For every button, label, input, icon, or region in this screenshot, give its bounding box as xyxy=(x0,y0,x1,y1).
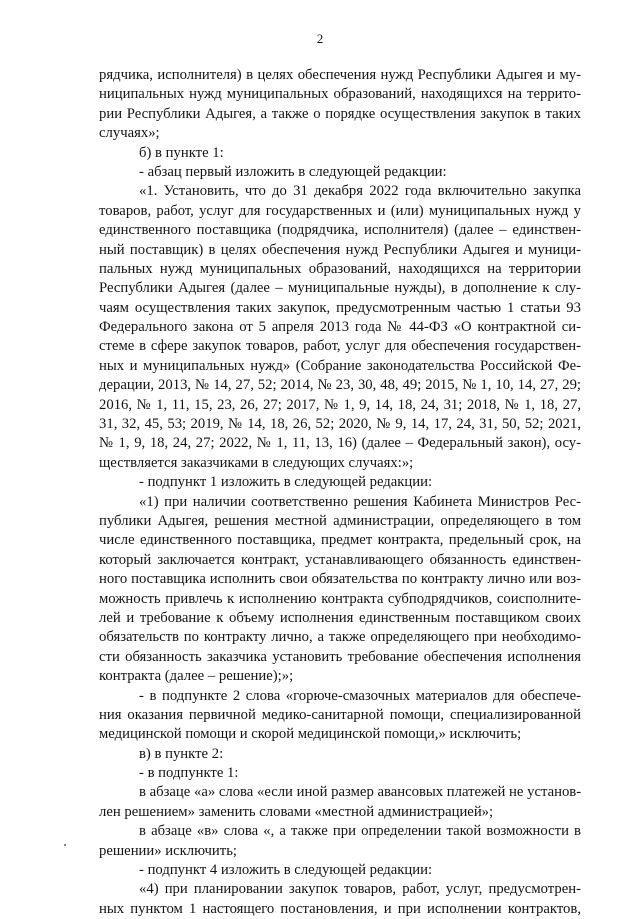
text-line: обязательств по контракту лично, а также определяющего при необходимо- xyxy=(99,629,581,646)
text-line: - подпункт 1 изложить в следующей редакции: xyxy=(139,474,433,491)
text-line: единственного поставщика (подрядчика, исполнителя) (далее – единствен- xyxy=(99,222,581,239)
text-line: ных и муниципальных нужд» (Собрание законодательства Российской Фе- xyxy=(99,357,581,374)
text-line: рии Республики Адыгея, а также о порядке осуществления закупок в таких xyxy=(99,105,581,122)
text-line: в) в пункте 2: xyxy=(139,745,224,762)
text-line: чаям осуществления таких закупок, предусмотренным частью 1 статьи 93 xyxy=(99,299,581,316)
text-line: № 1, 9, 18, 24, 27; 2022, № 1, 11, 13, 16) (далее – Федеральный закон), осу- xyxy=(99,435,581,452)
text-line: «1) при наличии соответственно решения Кабинета Министров Рес- xyxy=(139,493,581,510)
text-line: решении» исключить; xyxy=(99,842,237,859)
page-number: 2 xyxy=(316,31,324,46)
text-line: б) в пункте 1: xyxy=(139,144,224,161)
text-line: пальных нужд муниципальных образований, находящихся на территории xyxy=(99,260,581,277)
text-line: контракта (далее – решение);»; xyxy=(99,668,294,685)
text-line: «4) при планировании закупок товаров, работ, услуг, предусмотрен- xyxy=(139,881,581,898)
text-line: ния оказания первичной медико-санитарной помощи, специализированной xyxy=(99,706,581,723)
text-line: ный поставщик) в целях обеспечения нужд Республики Адыгея и муници- xyxy=(99,241,581,258)
text-line: в абзаце «в» слова «, а также при определении такой возможности в xyxy=(139,823,581,840)
text-line: дерации, 2013, № 14, 27, 52; 2014, № 23, 30, 48, 49; 2015, № 1, 10, 14, 27, 29; xyxy=(99,377,581,394)
text-line: который заключается контракт, устанавливающего обязанность единствен- xyxy=(99,551,581,568)
text-line: ществляется заказчиками в следующих случаях:»; xyxy=(99,454,414,471)
text-line: числе единственного поставщика, предмет контракта, предельный срок, на xyxy=(99,532,581,549)
text-line: товаров, работ, услуг для государственных и (или) муниципальных нужд у xyxy=(99,202,581,219)
scan-speck xyxy=(64,844,66,846)
text-line: ных пунктом 1 настоящего постановления, и при исполнении контрактов, xyxy=(99,900,581,917)
text-line: ниципальных нужд муниципальных образований, находящихся на террито- xyxy=(99,86,581,103)
text-line: стеме в сфере закупок товаров, работ, услуг для обеспечения государствен- xyxy=(99,338,581,355)
text-line: 31, 32, 45, 53; 2019, № 14, 18, 26, 52; 2020, № 9, 14, 17, 24, 31, 50, 52; 2021, xyxy=(99,416,581,433)
text-line: «1. Установить, что до 31 декабря 2022 года включительно закупка xyxy=(139,183,581,200)
text-line: случаях»; xyxy=(99,125,160,142)
text-line: лен решением» заменить словами «местной администрацией»; xyxy=(99,803,494,820)
text-line: Республики Адыгея (далее – муниципальные нужды), в дополнение к слу- xyxy=(99,280,581,297)
text-line: - абзац первый изложить в следующей редакции: xyxy=(139,163,447,180)
text-line: - подпункт 4 изложить в следующей редакции: xyxy=(139,862,433,879)
text-line: ного поставщика исполнить свои обязательства по контракту лично или воз- xyxy=(99,571,581,588)
text-line: рядчика, исполнителя) в целях обеспечения нужд Республики Адыгея и му- xyxy=(99,67,581,83)
text-line: - в подпункте 2 слова «горюче-смазочных материалов для обеспече- xyxy=(139,687,581,704)
document-body xyxy=(99,66,581,919)
text-line: 2016, № 1, 11, 15, 23, 26, 27; 2017, № 1, 9, 14, 18, 24, 31; 2018, № 1, 18, 27, xyxy=(99,396,581,413)
text-line: можность привлечь к исполнению контракта субподрядчиков, соисполните- xyxy=(99,590,581,607)
text-line: в абзаце «а» слова «если иной размер авансовых платежей не установ- xyxy=(139,784,582,801)
text-line: сти обязанность заказчика установить требование обеспечения исполнения xyxy=(99,648,581,665)
text-line: медицинской помощи и скорой медицинской помощи,» исключить; xyxy=(99,726,522,743)
text-line: - в подпункте 1: xyxy=(139,765,239,782)
text-line: Федерального закона от 5 апреля 2013 года № 44-ФЗ «О контрактной си- xyxy=(99,319,581,336)
text-line: публики Адыгея, решения местной администрации, определяющего в том xyxy=(99,512,581,529)
text-line: лей и требование к объему исполнения единственным поставщиком своих xyxy=(99,609,581,626)
